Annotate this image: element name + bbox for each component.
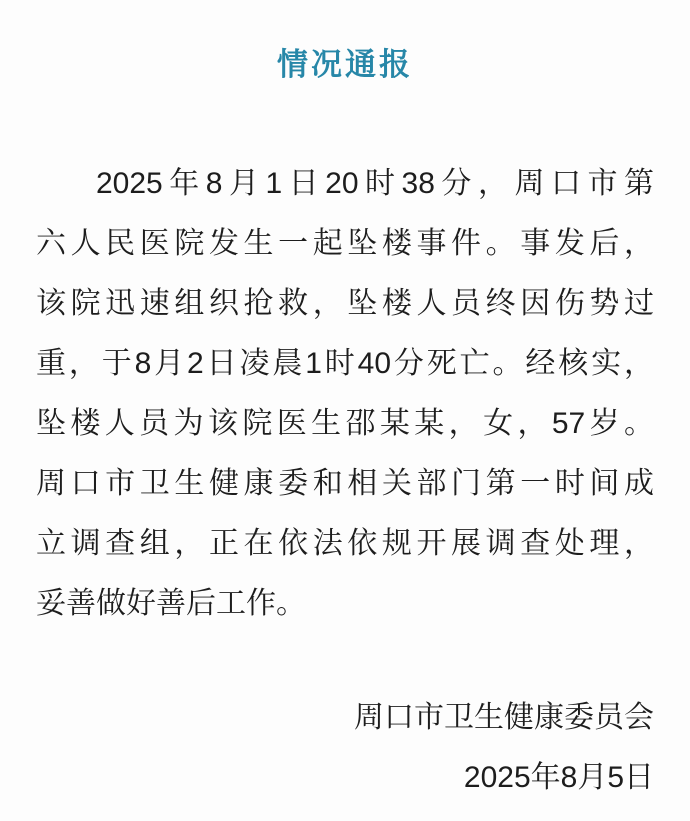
body-line: 2025年8月1日20时38分，周口市第 (96, 167, 654, 200)
issuer-name: 周口市卫生健康委员会 (354, 701, 654, 734)
body-line: 六人民医院发生一起坠楼事件。事发后， (36, 227, 654, 260)
notice-title: 情况通报 (277, 47, 413, 82)
notice-signature (36, 688, 654, 808)
issue-date: 2025年8月5日 (463, 761, 654, 794)
notice-body (36, 154, 654, 634)
body-line: 重，于8月2日凌晨1时40分死亡。经核实， (36, 347, 654, 380)
body-line: 立调查组，正在依法依规开展调查处理， (36, 527, 654, 560)
body-line: 妥善做好善后工作。 (36, 587, 306, 620)
body-line: 坠楼人员为该院医生邵某某，女，57岁。 (36, 407, 654, 440)
body-line: 该院迅速组织抢救，坠楼人员终因伤势过 (36, 287, 654, 320)
body-line: 周口市卫生健康委和相关部门第一时间成 (36, 467, 654, 500)
